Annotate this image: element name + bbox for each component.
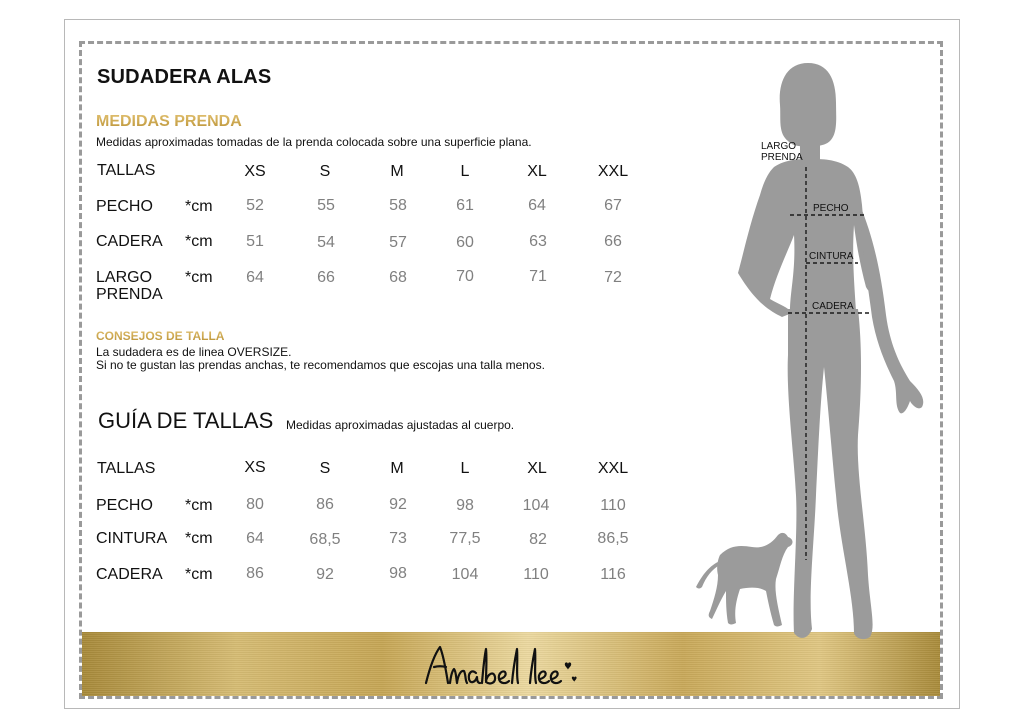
garment-value: 63	[529, 233, 547, 250]
garment-measures-subtitle: Medidas aproximadas tomadas de la prenda colocada sobre una superficie plana.	[96, 135, 532, 149]
garment-measures-heading: MEDIDAS PRENDA	[96, 113, 242, 130]
garment-value: 61	[456, 197, 474, 214]
guide-value: 86,5	[597, 530, 629, 547]
garment-value: 51	[246, 233, 264, 250]
guide-value: 80	[246, 496, 264, 513]
garment-value: 64	[246, 269, 264, 286]
guide-value: 86	[246, 565, 264, 582]
garment-value: 67	[604, 197, 622, 214]
guide-row-label: CINTURA	[96, 530, 168, 547]
garment-value: 71	[529, 268, 547, 285]
garment-value: 55	[317, 197, 335, 214]
garment-unit: *cm	[185, 269, 213, 286]
guide-size-m: M	[390, 460, 404, 477]
guide-value: 64	[246, 530, 264, 547]
size-advice-line: Si no te gustan las prendas anchas, te recomendamos que escojas una talla menos.	[96, 358, 545, 372]
guide-value: 92	[316, 566, 334, 583]
guide-size-l: L	[460, 460, 470, 477]
brand-logo	[420, 637, 580, 693]
guide-unit: *cm	[185, 497, 213, 514]
guide-value: 98	[456, 497, 474, 514]
guide-size-xs: XS	[244, 459, 266, 476]
guide-value: 73	[389, 530, 407, 547]
garment-value: 57	[389, 234, 407, 251]
size-guide-subtitle: Medidas aproximadas ajustadas al cuerpo.	[286, 418, 515, 432]
garment-size-m: M	[390, 163, 404, 180]
garment-row-label: PRENDA	[96, 286, 163, 303]
guide-sizes-label: TALLAS	[97, 460, 156, 477]
garment-size-xxl: XXL	[597, 163, 629, 180]
garment-value: 64	[528, 197, 546, 214]
figure-label-length: PRENDA	[761, 152, 803, 163]
garment-sizes-label: TALLAS	[97, 162, 156, 179]
garment-unit: *cm	[185, 233, 213, 250]
guide-value: 92	[389, 496, 407, 513]
guide-size-s: S	[319, 460, 331, 477]
garment-value: 66	[604, 233, 622, 250]
garment-row-label: LARGO	[96, 269, 153, 286]
guide-unit: *cm	[185, 566, 213, 583]
guide-unit: *cm	[185, 530, 213, 547]
garment-size-s: S	[319, 163, 331, 180]
guide-row-label: PECHO	[96, 497, 153, 514]
guide-value: 82	[529, 531, 547, 548]
garment-row-label: CADERA	[96, 233, 163, 250]
guide-size-xl: XL	[527, 460, 547, 477]
garment-value: 52	[246, 197, 264, 214]
guide-value: 77,5	[449, 530, 481, 547]
garment-value: 66	[317, 269, 335, 286]
garment-size-xl: XL	[527, 163, 547, 180]
guide-value: 116	[600, 566, 626, 583]
figure-label-waist: CINTURA	[809, 251, 854, 262]
garment-size-l: L	[460, 163, 470, 180]
guide-value: 104	[522, 497, 550, 514]
guide-size-xxl: XXL	[597, 460, 629, 477]
figure-label-length: LARGO	[761, 141, 797, 152]
figure-label-hip: CADERA	[812, 301, 854, 312]
garment-value: 54	[317, 234, 335, 251]
garment-row-label: PECHO	[96, 198, 153, 215]
guide-value: 98	[389, 565, 407, 582]
figure-label-chest: PECHO	[813, 203, 849, 214]
garment-unit: *cm	[185, 198, 213, 215]
size-advice-line: La sudadera es de linea OVERSIZE.	[96, 345, 292, 359]
garment-size-xs: XS	[244, 163, 266, 180]
guide-row-label: CADERA	[96, 566, 163, 583]
product-title: SUDADERA ALAS	[97, 66, 272, 88]
guide-value: 68,5	[309, 531, 341, 548]
garment-value: 58	[389, 197, 407, 214]
dashed-frame	[79, 41, 943, 699]
guide-value: 86	[316, 496, 334, 513]
guide-value: 110	[600, 497, 626, 514]
guide-value: 104	[451, 566, 479, 583]
garment-value: 68	[389, 269, 407, 286]
garment-value: 60	[456, 234, 474, 251]
guide-value: 110	[523, 566, 549, 583]
size-advice-heading: CONSEJOS DE TALLA	[96, 329, 225, 343]
garment-value: 72	[604, 269, 622, 286]
garment-value: 70	[456, 268, 474, 285]
size-guide-heading: GUÍA DE TALLAS	[98, 408, 274, 433]
